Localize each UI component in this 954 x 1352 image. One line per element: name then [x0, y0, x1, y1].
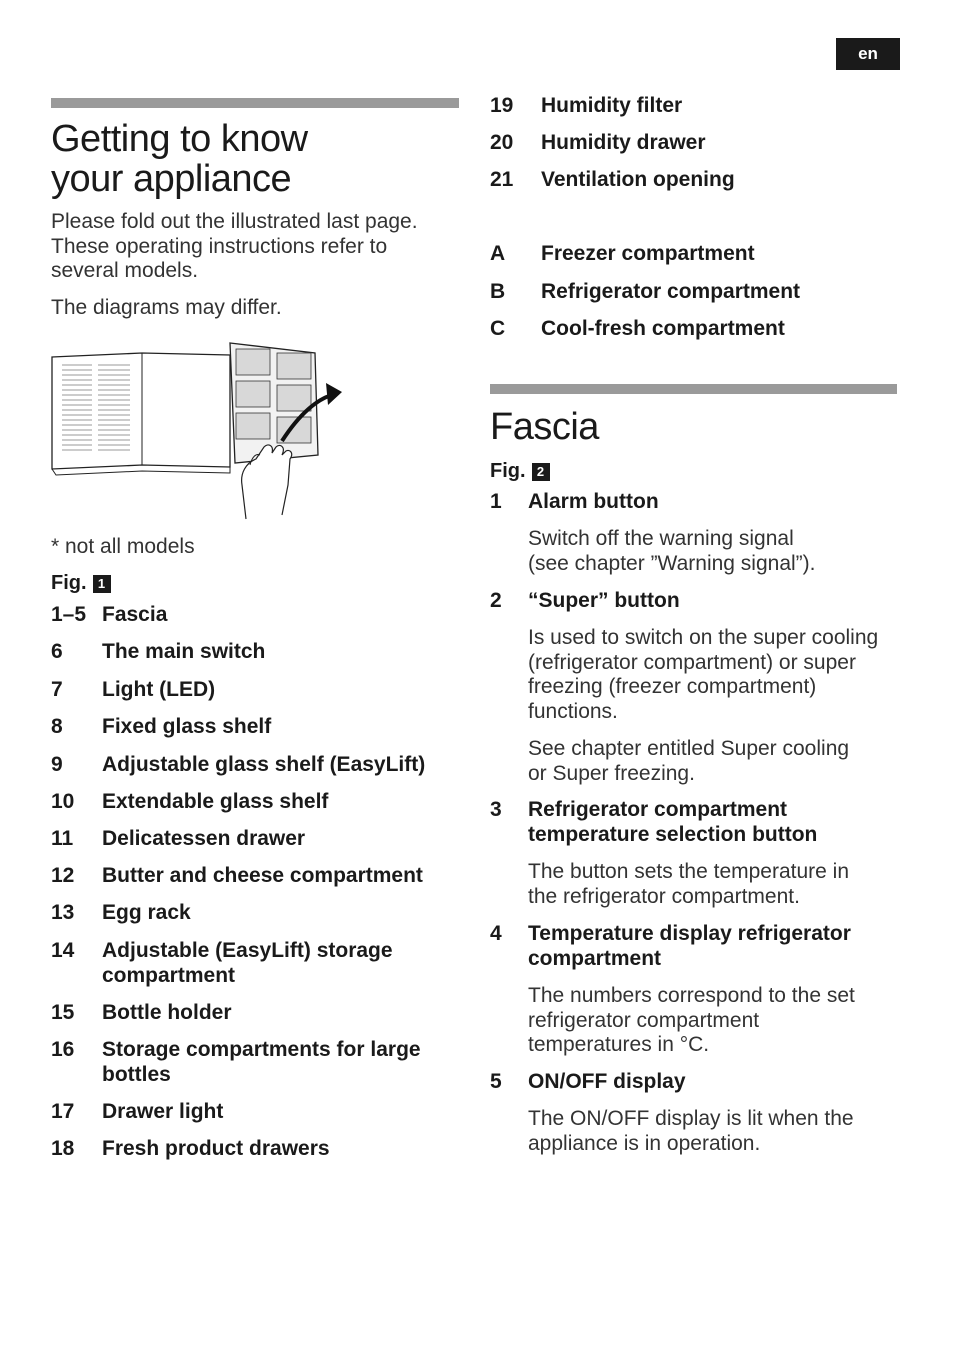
item-label: Fascia [102, 603, 168, 626]
item-label: Delicatessen drawer [102, 827, 306, 850]
figure-label [490, 460, 550, 483]
item-label: Adjustable glass shelf (EasyLift) [102, 753, 426, 776]
item-label: Butter and cheese compartment [102, 864, 423, 887]
list-item [490, 280, 900, 305]
footnote: * not all models [51, 535, 195, 558]
item-description [528, 984, 855, 1058]
item-number: 15 [51, 1001, 75, 1024]
fascia-item [490, 589, 900, 614]
item-number: 16 [51, 1038, 75, 1061]
item-label: Humidity filter [541, 94, 683, 117]
item-number: 13 [51, 901, 75, 924]
figure-number-badge: 2 [532, 463, 550, 481]
item-label: Alarm button [528, 490, 659, 513]
item-number: 14 [51, 939, 75, 962]
item-description [528, 626, 878, 724]
description-line: functions. [528, 699, 618, 723]
list-item [490, 94, 900, 119]
section-title: Fascia [490, 406, 599, 448]
item-label-line: temperature selection button [528, 822, 818, 846]
item-label-line: Adjustable (EasyLift) storage [102, 939, 393, 962]
list-item [51, 790, 461, 815]
item-number: B [490, 280, 506, 303]
item-number: A [490, 242, 506, 265]
item-number: 9 [51, 753, 63, 776]
figure-number-badge: 1 [93, 575, 111, 593]
description-line: The numbers correspond to the set [528, 984, 855, 1007]
item-number: 12 [51, 864, 75, 887]
item-label: “Super” button [528, 589, 680, 612]
item-description [528, 527, 816, 576]
item-label: Refrigerator compartment [541, 280, 801, 303]
item-number: 20 [490, 131, 514, 154]
intro-line: several models. [51, 259, 199, 282]
fascia-item [490, 490, 900, 515]
item-label-line: Storage compartments for large [102, 1038, 421, 1061]
item-label: Light (LED) [102, 678, 216, 701]
item-label: Egg rack [102, 901, 191, 924]
item-label-line: Temperature display refrigerator [528, 922, 851, 945]
language-badge: en [836, 38, 900, 70]
item-number: 11 [51, 827, 74, 850]
item-number: 6 [51, 640, 63, 663]
item-label: Drawer light [102, 1100, 224, 1123]
fascia-item [490, 798, 900, 848]
list-item [51, 1038, 461, 1088]
item-number: 5 [490, 1070, 502, 1093]
page-title [51, 119, 308, 199]
description-line: appliance is in operation. [528, 1131, 761, 1155]
item-label: Fixed glass shelf [102, 715, 272, 738]
diagrams-note: The diagrams may differ. [51, 296, 282, 319]
item-label: Cool-fresh compartment [541, 317, 785, 340]
page-title-line2: your appliance [51, 158, 292, 200]
item-number: 18 [51, 1137, 75, 1160]
description-line: temperatures in °C. [528, 1033, 710, 1056]
item-number: 10 [51, 790, 75, 813]
description-line: The ON/OFF display is lit when the [528, 1107, 854, 1130]
list-item [490, 131, 900, 156]
item-label-line: compartment [528, 946, 662, 970]
list-item [51, 640, 461, 665]
list-item [51, 827, 461, 852]
list-item [490, 317, 900, 342]
item-label-line: bottles [102, 1062, 171, 1086]
list-item [51, 1100, 461, 1125]
list-item [490, 242, 900, 267]
fascia-item [490, 922, 900, 972]
description-line: the refrigerator compartment. [528, 884, 800, 908]
section-rule [51, 98, 459, 108]
list-item [51, 715, 461, 740]
list-item [51, 1137, 461, 1162]
figure-prefix: Fig. [51, 572, 87, 594]
description-line: refrigerator compartment [528, 1008, 760, 1032]
item-label [102, 1038, 421, 1087]
figure-label [51, 572, 111, 595]
figure-prefix: Fig. [490, 460, 526, 482]
description-line: Is used to switch on the super cooling [528, 626, 879, 649]
list-item [51, 1001, 461, 1026]
item-number: 7 [51, 678, 63, 701]
intro-line: These operating instructions refer to [51, 234, 388, 258]
item-number: 1 [490, 490, 502, 513]
item-label: Ventilation opening [541, 168, 735, 191]
item-number: 1–5 [51, 603, 87, 626]
fascia-item [490, 1070, 900, 1095]
item-description [528, 1107, 854, 1156]
item-number: C [490, 317, 506, 340]
item-description [528, 737, 849, 786]
description-line: (see chapter ”Warning signal”). [528, 551, 816, 575]
item-label: Fresh product drawers [102, 1137, 330, 1160]
list-item [51, 901, 461, 926]
item-number: 17 [51, 1100, 75, 1123]
list-item [51, 939, 461, 989]
description-line: or Super freezing. [528, 761, 695, 785]
description-line: See chapter entitled Super cooling [528, 737, 850, 760]
item-number: 2 [490, 589, 502, 612]
item-label [102, 939, 393, 988]
item-label [528, 798, 817, 847]
item-label-line: compartment [102, 963, 236, 987]
page-title-line1: Getting to know [51, 118, 308, 160]
intro-text [51, 210, 418, 284]
item-label: The main switch [102, 640, 266, 663]
intro-line: Please fold out the illustrated last page. [51, 210, 418, 233]
item-label: Extendable glass shelf [102, 790, 329, 813]
item-label-line: Refrigerator compartment [528, 798, 788, 821]
item-number: 21 [490, 168, 514, 191]
description-line: (refrigerator compartment) or super [528, 650, 856, 674]
list-item [51, 753, 461, 778]
item-number: 3 [490, 798, 502, 821]
list-item [490, 168, 900, 193]
item-label [528, 922, 851, 971]
item-label: ON/OFF display [528, 1070, 686, 1093]
item-number: 8 [51, 715, 63, 738]
list-item [51, 864, 461, 889]
item-number: 19 [490, 94, 514, 117]
list-item [51, 678, 461, 703]
description-line: Switch off the warning signal [528, 527, 794, 550]
fold-out-page-illustration [50, 335, 345, 520]
section-rule [490, 384, 897, 394]
description-line: The button sets the temperature in [528, 860, 850, 883]
item-label: Bottle holder [102, 1001, 232, 1024]
item-label: Freezer compartment [541, 242, 755, 265]
item-description [528, 860, 849, 909]
list-item [51, 603, 461, 628]
item-label: Humidity drawer [541, 131, 706, 154]
description-line: freezing (freezer compartment) [528, 675, 817, 698]
item-number: 4 [490, 922, 502, 945]
